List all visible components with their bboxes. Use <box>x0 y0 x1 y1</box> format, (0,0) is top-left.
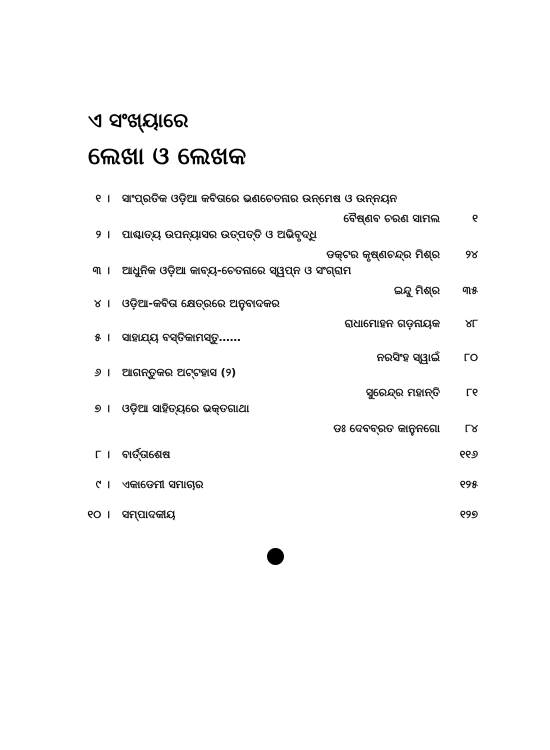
entry-title: ବାର୍ତ୍ତାଶେଷ <box>122 448 171 461</box>
entry-page: ୪୮ <box>465 317 478 330</box>
entry-page: ୨୪ <box>465 248 478 261</box>
entry-page: ୧୧୬ <box>459 448 478 461</box>
toc-entry <box>0 192 550 232</box>
heading-line-2: ଲେଖା ଓ ଲେଖକ <box>88 142 247 170</box>
entry-title: ଆଗନ୍ତୁକର ଅଟ୍ଟହାସ (୨) <box>122 366 237 379</box>
toc-entry <box>0 331 550 371</box>
entry-author: ଇନ୍ଦୁ ମିଶ୍ର <box>393 284 440 297</box>
toc-entry <box>0 402 550 442</box>
entry-author: ବୈଷ୍ଣବ ଚରଣ ସାମଲ <box>343 212 440 225</box>
entry-number: ୧୦ । <box>87 508 110 521</box>
entry-title: ସାହାଯ୍ୟ ବସ୍ତିକାମସ୍ତୁ…… <box>122 331 241 344</box>
entry-author: ଡକ୍ଟର କୃଷ୍ଣଚନ୍ଦ୍ର ମିଶ୍ର <box>326 248 440 261</box>
entry-number: ୭ । <box>94 402 110 415</box>
entry-number: ୨ । <box>95 228 110 241</box>
toc-entry <box>0 228 550 268</box>
entry-number: ୪ । <box>94 297 110 310</box>
toc-entry <box>0 508 550 548</box>
entry-page: ୧ <box>472 212 478 225</box>
entry-page: ୧୨୭ <box>460 508 478 521</box>
entry-number: ୩ । <box>92 264 110 277</box>
entry-author: ସୁରେନ୍ଦ୍ର ମହାନ୍ତି <box>365 386 440 399</box>
entry-title: ସମ୍ପାଦକୀୟ <box>122 508 176 521</box>
entry-author: ଡଃ ଦେବବ୍ରତ କାନୁନଗୋ <box>333 422 440 435</box>
entry-number: ୫ । <box>94 331 110 344</box>
entry-page: ୧୨୫ <box>459 478 478 491</box>
entry-author: ରାଧାମୋହନ ଗଡ଼ନାୟକ <box>344 317 440 330</box>
entry-title: ସାଂପ୍ରତିକ ଓଡ଼ିଆ କବିତାରେ ଭଣଚେତନାର ଉନ୍ମେଷ ଓ ଉନ୍ନୟନ <box>122 192 398 205</box>
toc-entry <box>0 366 550 406</box>
entry-number: ୯ । <box>95 478 110 491</box>
entry-title: ଓଡ଼ିଆ-କବିତା କ୍ଷେତ୍ରରେ ଅନୁବାଦକର <box>122 297 280 310</box>
entry-number: ୬ । <box>94 366 110 379</box>
entry-number: ୮ । <box>95 448 110 461</box>
entry-title: ଆଧୁନିକ ଓଡ଼ିଆ କାବ୍ୟ-ଚେତନାରେ ସ୍ୱପ୍ନ ଓ ସଂଗ୍ରାମ <box>122 264 352 277</box>
entry-title: ପାଶ୍ଚାତ୍ୟ ଉପନ୍ୟାସର ଉତ୍ପତ୍ତି ଓ ଅଭିବୃଦ୍ଧି <box>122 228 317 241</box>
heading-line-1: ଏ ସଂଖ୍ୟାରେ <box>88 108 189 132</box>
entry-page: ୮୧ <box>466 386 478 399</box>
entry-author: ନରସିଂହ ସ୍ୱାଇଁ <box>376 351 440 364</box>
entry-page: ୮୪ <box>465 422 478 435</box>
entry-title: ଏକାଡେମୀ ସମାଚାର <box>122 478 204 491</box>
bullet-ornament <box>267 548 284 565</box>
entry-number: ୧ । <box>95 192 110 205</box>
entry-page: ୮୦ <box>464 351 478 364</box>
entry-title: ଓଡ଼ିଆ ସାହିତ୍ୟରେ ଭକ୍ତଗାଥା <box>122 402 250 415</box>
entry-page: ୩୫ <box>462 284 478 297</box>
